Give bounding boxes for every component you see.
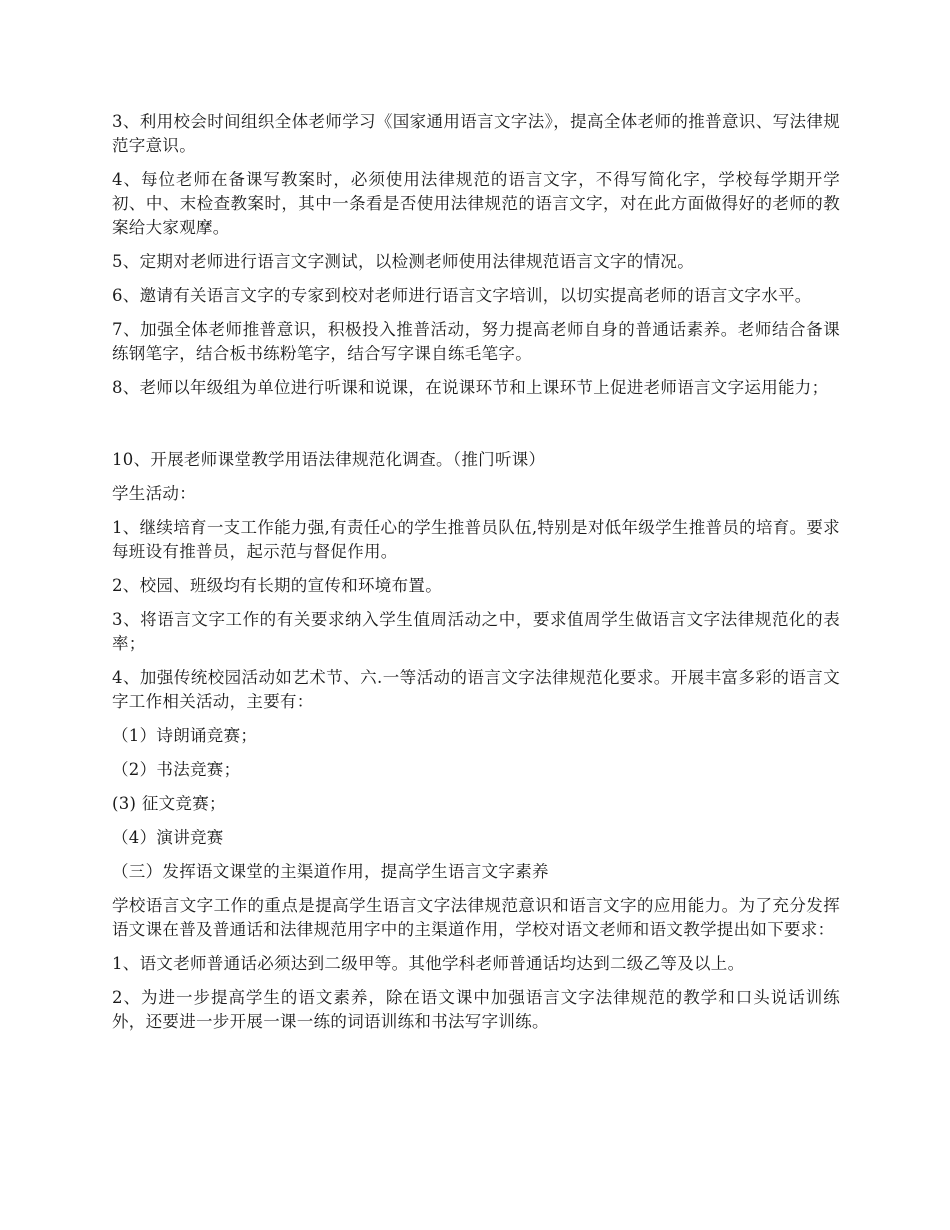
list-item-recitation: （1）诗朗诵竞赛；	[112, 726, 258, 745]
section-heading-student-activities: 学生活动：	[112, 484, 196, 503]
list-item-speech: （4）演讲竞赛	[112, 828, 224, 847]
section-heading-chinese-class: （三）发挥语文课堂的主渠道作用，提高学生语言文字素养	[112, 862, 549, 881]
document-page	[112, 110, 840, 1044]
paragraph-teacher-5: 5、定期对老师进行语言文字测试，以检测老师使用法律规范语言文字的情况。	[112, 252, 694, 271]
paragraph-teacher-4: 4、每位老师在备课写教案时，必须使用法律规范的语言文字，不得写简化字，学校每学期开学初、中、末检查教案时，其中一条看是否使用法律规范的语言文字，对在此方面做得好的老师的教案给大家观摩。	[112, 170, 840, 237]
paragraph-student-1: 1、继续培育一支工作能力强,有责任心的学生推普员队伍,特别是对低年级学生推普员的培育。要求每班设有推普员，起示范与督促作用。	[112, 518, 840, 561]
paragraph-teacher-8: 8、老师以年级组为单位进行听课和说课，在说课环节和上课环节上促进老师语言文字运用能力；	[112, 378, 829, 397]
paragraph-teacher-7: 7、加强全体老师推普意识，积极投入推普活动，努力提高老师自身的普通话素养。老师结合备课练钢笔字，结合板书练粉笔字，结合写字课自练毛笔字。	[112, 320, 840, 363]
blank-gap	[112, 410, 840, 448]
paragraph-chinese-class-intro: 学校语言文字工作的重点是提高学生语言文字法律规范意识和语言文字的应用能力。为了充分发挥语文课在普及普通话和法律规范用字中的主渠道作用，学校对语文老师和语文教学提出如下要求：	[112, 896, 840, 939]
paragraph-student-4: 4、加强传统校园活动如艺术节、六.一等活动的语言文字法律规范化要求。开展丰富多彩的语言文字工作相关活动，主要有：	[112, 668, 840, 711]
paragraph-requirement-1: 1、语文老师普通话必须达到二级甲等。其他学科老师普通话均达到二级乙等及以上。	[112, 954, 745, 973]
paragraph-teacher-10: 10、开展老师课堂教学用语法律规范化调查。（推门听课）	[112, 450, 546, 469]
paragraph-student-2: 2、校园、班级均有长期的宣传和环境布置。	[112, 576, 442, 595]
paragraph-teacher-3: 3、利用校会时间组织全体老师学习《国家通用语言文字法》，提高全体老师的推普意识、写法律规范字意识。	[112, 112, 840, 155]
paragraph-requirement-2: 2、为进一步提高学生的语文素养，除在语文课中加强语言文字法律规范的教学和口头说话训练外，还要进一步开展一课一练的词语训练和书法写字训练。	[112, 988, 840, 1031]
paragraph-student-3: 3、将语言文字工作的有关要求纳入学生值周活动之中，要求值周学生做语言文字法律规范化的表率；	[112, 610, 840, 653]
paragraph-teacher-6: 6、邀请有关语言文字的专家到校对老师进行语言文字培训，以切实提高老师的语言文字水平。	[112, 286, 812, 305]
list-item-calligraphy: （2）书法竞赛；	[112, 760, 241, 779]
list-item-essay: (3) 征文竞赛；	[112, 794, 226, 813]
